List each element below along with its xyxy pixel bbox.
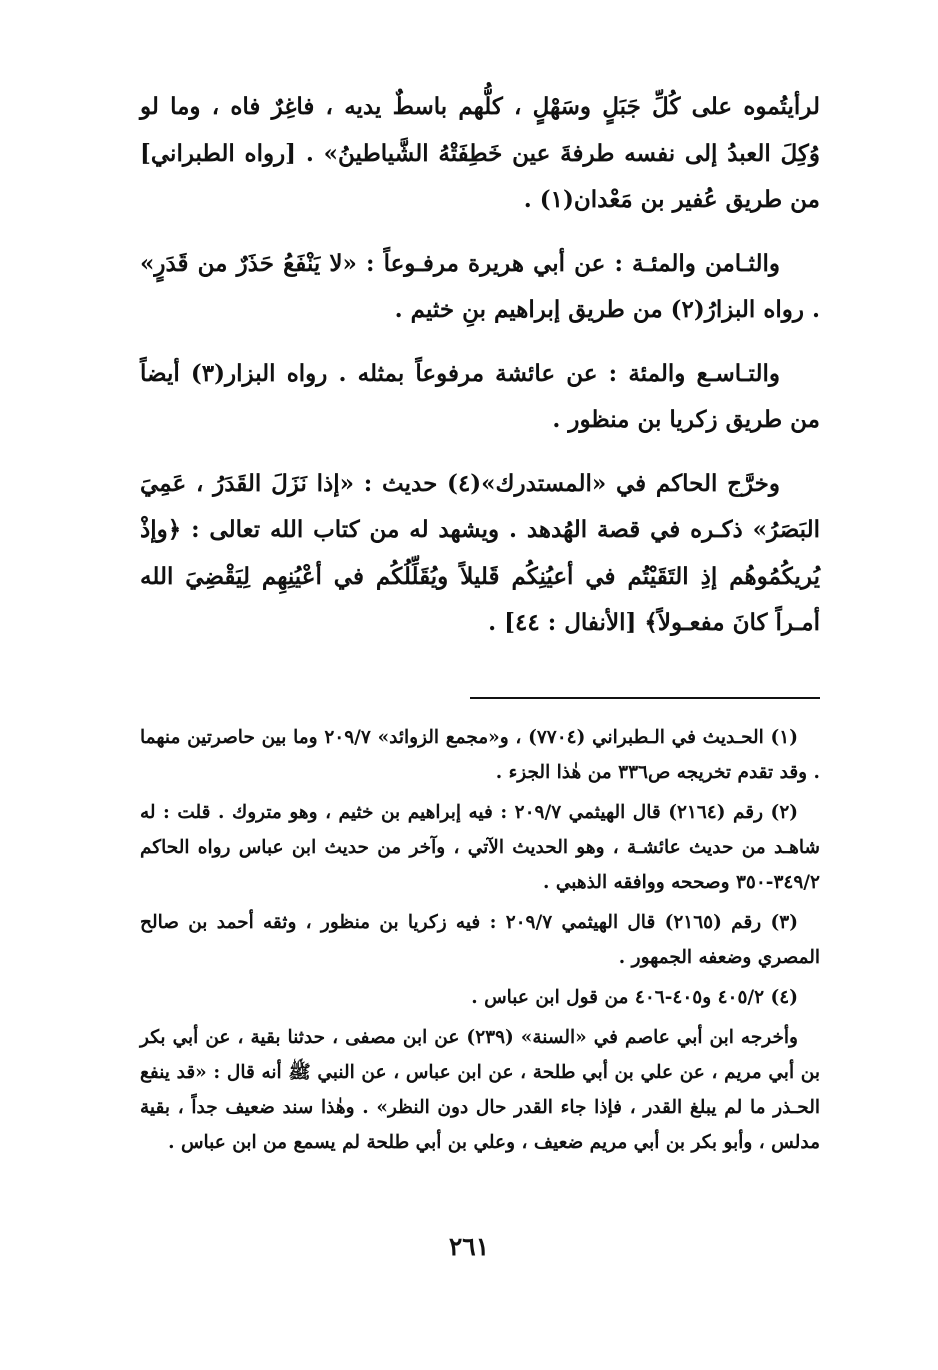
footnote-4: (٤) ٤٠٥/٢ و٤٠٥-٤٠٦ من قول ابن عباس .	[471, 987, 798, 1008]
paragraph-hakim-mustadrak: وخرَّج الحاكم في «المستدرك»(٤) حديث : «إذا نَزَلَ القَدَرُ ، عَمِيَ البَصَرُ» ذكـره في قصة الهُدهد . ويشهد له من كتاب الله تعالى : ﴿وإذْ يُريكُمُوهُم إذِ التَقَيْتُم في أعيُنِكُم قَليلاً ويُقَلِّلُكُم في أعْيُنِهِم لِيَقْضِيَ الله أمـراً كانَ مفعـولاً﴾ [الأنفال : ٤٤] .	[140, 469, 820, 636]
paragraph-hadith-continuation: لرأيتُموه على كُلِّ جَبَلٍ وسَهْلٍ ، كلُّهم باسطٌ يديه ، فاغِرٌ فاه ، وما لو وُكِلَ العبدُ إلى نفسه طرفةَ عين خَطِفَتْهُ الشَّياطينُ» . [رواه الطبراني] من طريق عُفير بن مَعْدان(١) .	[140, 93, 820, 213]
footnote-divider	[470, 697, 820, 699]
main-text	[140, 84, 820, 664]
footnote-2: (٢) رقم (٢١٦٤) قال الهيثمي ٢٠٩/٧ : فيه إبراهيم بن خثيم ، وهو متروك . قلت : له شاهـد من حديث عائشـة ، وهو الحديث الآتي ، وآخر من حديث ابن عباس رواه الحاكم ٣٤٩/٢-٣٥٠ وصححه ووافقه الذهبي .	[140, 802, 820, 893]
paragraph-hadith-108: والثـامن والمئـة : عن أبي هريرة مرفـوعاً : «لا يَنْفَعُ حَذَرٌ من قَدَرٍ» . رواه البزارُ(٢) من طريق إبراهيم بنِ خثيم .	[140, 249, 820, 323]
paragraph-hadith-109: والتـاسـع والمئة : عن عائشة مرفوعاً بمثله . رواه البزار(٣) أيضاً من طريق زكريا بن منظور .	[140, 359, 820, 433]
page-number: ٢٦١	[448, 1232, 490, 1261]
footnote-1: (١) الحـديث في الـطبراني (٧٧٠٤) ، و«مجمع الزوائد» ٢٠٩/٧ وما بين حاصرتين منهما . وقد تقدم تخريجه ص٣٣٦ من هٰذا الجزء .	[140, 727, 820, 783]
footnotes	[140, 720, 820, 1165]
footnote-3: (٣) رقم (٢١٦٥) قال الهيثمي ٢٠٩/٧ : فيه زكريا بن منظور ، وثقه أحمد بن صالح المصري وضعفه الجمهور .	[140, 912, 820, 968]
footnote-4-continuation: وأخرجه ابن أبي عاصم في «السنة» (٢٣٩) عن ابن مصفى ، حدثنا بقية ، عن أبي بكر بن أبي مريم ، عن علي بن أبي طلحة ، عن ابن عباس ، عن النبي ﷺ أنه قال : «قد ينفع الحـذر ما لم يبلغ القدر ، فإذا جاء القدر حال دون النظر» . وهٰذا سند ضعيف جداً ، بقية مدلس ، وأبو بكر بن أبي مريم ضعيف ، وعلي بن أبي طلحة لم يسمع من ابن عباس .	[140, 1027, 820, 1153]
